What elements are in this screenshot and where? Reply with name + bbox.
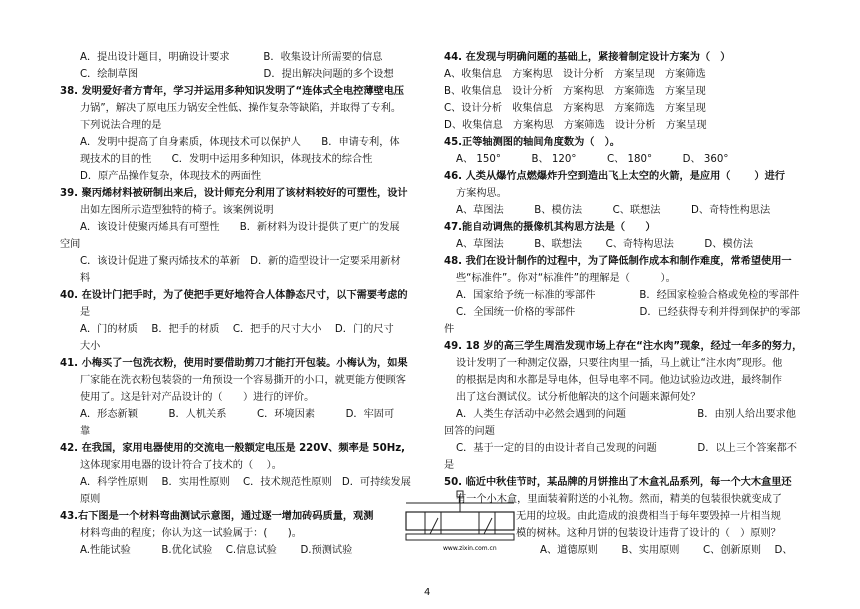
bending-test-figure bbox=[405, 490, 515, 552]
text-line: 下列说法合理的是 bbox=[80, 120, 162, 131]
text-line: 49. 18 岁的高三学生周浩发现市场上存在“注水肉”现象，经过一年多的努力， bbox=[444, 341, 803, 352]
text-line: A．门的材质 B．把手的材质 C．把手的尺寸大小 D．门的尺寸 bbox=[80, 324, 394, 335]
text-line: A．提出设计题目，明确设计要求 B．收集设计所需要的信息 bbox=[80, 52, 383, 63]
text-line: C、设计分析 收集信息 方案构思 方案筛选 方案呈现 bbox=[444, 103, 706, 114]
text-line: 46. 人类从爆竹点燃爆炸升空到造出飞上太空的火箭，是应用（ ）进行 bbox=[444, 171, 785, 182]
text-line: 大小 bbox=[80, 341, 101, 352]
text-line: A、收集信息 方案构思 设计分析 方案呈现 方案筛选 bbox=[444, 69, 706, 80]
text-line: 48. 我们在设计制作的过程中，为了降低制作成本和制作难度，常希望使用一 bbox=[444, 256, 792, 267]
text-line: 靠 bbox=[80, 426, 91, 437]
text-line: 回答的问题 bbox=[444, 426, 495, 437]
text-line: 47.能自动调焦的摄像机其构思方法是（ ） bbox=[444, 222, 656, 233]
text-line: A．该设计使聚丙烯具有可塑性 B．新材料为设计提供了更广的发展 bbox=[80, 222, 400, 233]
text-line: A．人类生存活动中必然会遇到的问题 B．由别人给出要求他 bbox=[456, 409, 796, 420]
text-line: 使用了。这是针对产品设计的（ ）进行的评价。 bbox=[80, 392, 315, 403]
text-line: 43.右下图是一个材料弯曲测试示意图，通过逐一增加砖码质量，观测 bbox=[60, 511, 374, 522]
text-line: C．全国统一价格的零部件 D．已经获得专利并得到保护的零部 bbox=[456, 307, 801, 318]
text-line: A.性能试验 B.优化试验 C.信息试验 D.预测试验 bbox=[80, 545, 353, 556]
text-line: 方案构思。 bbox=[456, 188, 507, 199]
text-line: 42. 在我国，家用电器使用的交流电一般额定电压是 220V、频率是 50Hz, bbox=[60, 443, 406, 454]
text-line: 厂家能在洗衣粉包装袋的一角预设一个容易撕开的小口，就更能方便顾客 bbox=[80, 375, 406, 386]
text-line: D．原产品操作复杂，体现技术的两面性 bbox=[80, 171, 262, 182]
text-line: C．绘制草图 D．提出解决问题的多个设想 bbox=[80, 69, 394, 80]
text-line: 料 bbox=[80, 273, 91, 284]
text-line: 力锅”，解决了原电压力锅安全性低、操作复杂等缺陷，并取得了专利。 bbox=[80, 103, 402, 114]
text-line: D、收集信息 方案构思 方案筛选 设计分析 方案呈现 bbox=[444, 120, 707, 131]
text-line: A．发明中提高了自身素质，体现技术可以保护人 B．申请专利，体 bbox=[80, 137, 400, 148]
text-line: 无用的垃圾。由此造成的浪费相当于每年要毁掉一片相当规 bbox=[516, 511, 781, 522]
text-line: A、 150° B、 120° C、 180° D、 360° bbox=[456, 154, 729, 165]
text-line: 39. 聚丙烯材料被研制出来后，设计师充分利用了该材料较好的可塑性，设计 bbox=[60, 188, 408, 199]
text-line: A．科学性原则 B．实用性原则 C．技术规范性原则 D．可持续发展 bbox=[80, 477, 411, 488]
text-line: A．形态新颖 B．人机关系 C．环境因素 D．牢固可 bbox=[80, 409, 395, 420]
text-line: A、草图法 B、联想法 C、奇特构思法 D、模仿法 bbox=[456, 239, 754, 250]
text-line: A、草图法 B、模仿法 C、联想法 D、奇特性构思法 bbox=[456, 205, 771, 216]
text-line: 44. 在发现与明确问题的基础上，紧接着制定设计方案为（ ） bbox=[444, 52, 731, 63]
text-line: 的根据是肉和水都是导电体，但导电率不同。他边试验边改进，最终制作 bbox=[456, 375, 782, 386]
text-line: 些“标准件”。你对“标准件”的理解是（ ）。 bbox=[456, 273, 676, 284]
text-line: 38. 发明爱好者方青年，学习并运用多种知识发明了“连体式全电控薄壁电压 bbox=[60, 86, 405, 97]
page-number: 4 bbox=[424, 587, 431, 598]
text-line: 模的树林。这种月饼的包装设计违背了设计的（ ）原则？ bbox=[516, 528, 781, 539]
text-line: A、道德原则 B、实用原则 C、创新原则 D、 bbox=[540, 545, 793, 556]
text-line: 50. 临近中秋佳节时，某品牌的月饼推出了木盒礼品系列，每一个大木盒里还 bbox=[444, 477, 792, 488]
text-line: 出了这台测试仪。试分析他解决的这个问题来源何处？ bbox=[456, 392, 701, 403]
text-line: 原则 bbox=[80, 494, 101, 505]
text-line: 是 bbox=[80, 307, 91, 318]
text-line: 是 bbox=[444, 460, 455, 471]
figure-caption: www.zixin.com.cn bbox=[443, 545, 497, 552]
text-line: 45.正等轴测图的轴间角度数为（ ）。 bbox=[444, 137, 620, 148]
text-line: 41. 小梅买了一包洗衣粉，使用时要借助剪刀才能打开包装。小梅认为，如果 bbox=[60, 358, 408, 369]
text-line: B、收集信息 设计分析 方案构思 方案筛选 方案呈现 bbox=[444, 86, 706, 97]
text-line: A．国家给予统一标准的零部件 B．经国家检验合格或免检的零部件 bbox=[456, 290, 800, 301]
text-line: 40. 在设计门把手时，为了使把手更好地符合人体静态尺寸，以下需要考虑的 bbox=[60, 290, 408, 301]
text-line: 材料弯曲的程度；你认为这一试验属于：( )。 bbox=[80, 528, 302, 539]
text-line: C．基于一定的目的由设计者自己发现的问题 D．以上三个答案都不 bbox=[456, 443, 797, 454]
text-line: 这体现家用电器的设计符合了技术的（ ）。 bbox=[80, 460, 282, 471]
text-line: 现技术的目的性 C．发明中运用多种知识，体现技术的综合性 bbox=[80, 154, 373, 165]
text-line: 件 bbox=[444, 324, 455, 335]
text-line: 设计发明了一种测定仪器，只要往肉里一插，马上就让“注水肉”现形。他 bbox=[456, 358, 783, 369]
text-line: 有一个小木盒，里面装着附送的小礼物。然而，精美的包装很快就变成了 bbox=[456, 494, 782, 505]
text-line: 空间 bbox=[60, 239, 81, 250]
text-line: 出如左图所示造型独特的椅子。该案例说明 bbox=[80, 205, 274, 216]
text-line: C．该设计促进了聚丙烯技术的革新 D．新的造型设计一定要采用新材 bbox=[80, 256, 401, 267]
